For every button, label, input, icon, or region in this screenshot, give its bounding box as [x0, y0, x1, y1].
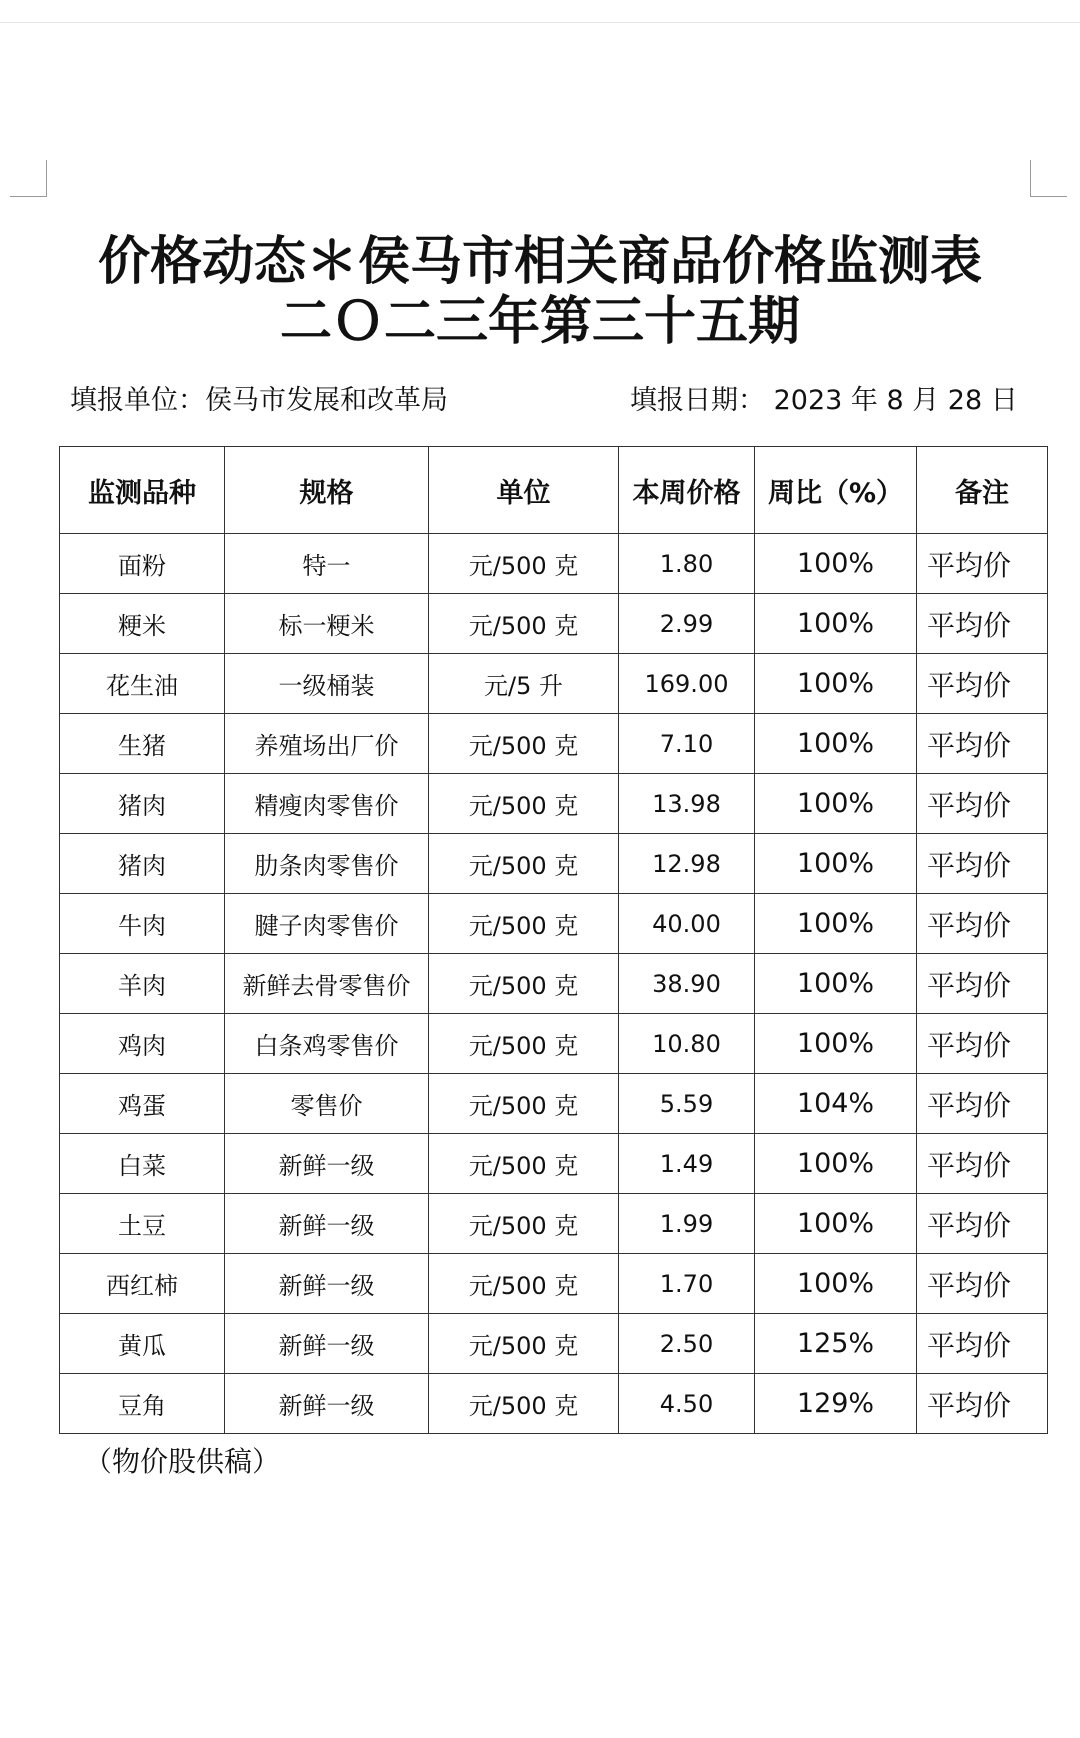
cell-spec: 零售价 [225, 1074, 429, 1134]
cell-price: 7.10 [619, 714, 755, 774]
cell-unit: 元/500 克 [429, 714, 619, 774]
table-row [60, 714, 1048, 774]
cell-remark: 平均价 [917, 894, 1048, 954]
cell-variety: 猪肉 [60, 834, 225, 894]
cell-price: 1.99 [619, 1194, 755, 1254]
cell-remark: 平均价 [917, 714, 1048, 774]
cell-spec: 腱子肉零售价 [225, 894, 429, 954]
cell-unit: 元/500 克 [429, 594, 619, 654]
cell-unit: 元/500 克 [429, 1194, 619, 1254]
page-top-rule [0, 22, 1080, 23]
cell-variety: 黄瓜 [60, 1314, 225, 1374]
cell-spec: 新鲜一级 [225, 1314, 429, 1374]
cell-weekly-change: 100% [755, 654, 917, 714]
table-row [60, 834, 1048, 894]
cell-variety: 羊肉 [60, 954, 225, 1014]
cell-weekly-change: 100% [755, 1134, 917, 1194]
cell-variety: 牛肉 [60, 894, 225, 954]
cell-price: 1.49 [619, 1134, 755, 1194]
table-row [60, 1254, 1048, 1314]
cell-weekly-change: 100% [755, 894, 917, 954]
cell-price: 1.70 [619, 1254, 755, 1314]
cell-price: 1.80 [619, 534, 755, 594]
cell-spec: 标一粳米 [225, 594, 429, 654]
cell-variety: 白菜 [60, 1134, 225, 1194]
cell-variety: 鸡肉 [60, 1014, 225, 1074]
cell-unit: 元/500 克 [429, 1314, 619, 1374]
cell-unit: 元/500 克 [429, 534, 619, 594]
cell-price: 38.90 [619, 954, 755, 1014]
cell-variety: 粳米 [60, 594, 225, 654]
cell-variety: 西红柿 [60, 1254, 225, 1314]
cell-remark: 平均价 [917, 534, 1048, 594]
table-row [60, 1074, 1048, 1134]
cell-unit: 元/5 升 [429, 654, 619, 714]
cell-weekly-change: 100% [755, 954, 917, 1014]
cell-unit: 元/500 克 [429, 834, 619, 894]
cell-remark: 平均价 [917, 594, 1048, 654]
cell-remark: 平均价 [917, 1254, 1048, 1314]
cell-price: 13.98 [619, 774, 755, 834]
header-spec: 规格 [225, 447, 429, 534]
price-monitoring-table [59, 446, 1048, 1434]
cell-unit: 元/500 克 [429, 1134, 619, 1194]
cell-unit: 元/500 克 [429, 1254, 619, 1314]
cell-spec: 新鲜去骨零售价 [225, 954, 429, 1014]
cell-price: 40.00 [619, 894, 755, 954]
table-row [60, 954, 1048, 1014]
cell-variety: 猪肉 [60, 774, 225, 834]
cell-variety: 鸡蛋 [60, 1074, 225, 1134]
cell-unit: 元/500 克 [429, 1014, 619, 1074]
cell-remark: 平均价 [917, 1374, 1048, 1434]
cell-spec: 养殖场出厂价 [225, 714, 429, 774]
crop-mark-top-left [10, 160, 47, 197]
issue-subtitle: 二Ｏ二三年第三十五期 [279, 292, 800, 352]
cell-remark: 平均价 [917, 1194, 1048, 1254]
cell-price: 12.98 [619, 834, 755, 894]
cell-remark: 平均价 [917, 1074, 1048, 1134]
header-unit: 单位 [429, 447, 619, 534]
table-row [60, 654, 1048, 714]
cell-variety: 豆角 [60, 1374, 225, 1434]
crop-mark-top-right [1030, 160, 1067, 197]
cell-remark: 平均价 [917, 1314, 1048, 1374]
cell-variety: 生猪 [60, 714, 225, 774]
cell-unit: 元/500 克 [429, 954, 619, 1014]
table-row [60, 1194, 1048, 1254]
reporting-unit: 填报单位：侯马市发展和改革局 [70, 385, 448, 416]
table-row [60, 534, 1048, 594]
cell-remark: 平均价 [917, 774, 1048, 834]
header-remark: 备注 [917, 447, 1048, 534]
cell-remark: 平均价 [917, 1134, 1048, 1194]
table-row [60, 774, 1048, 834]
cell-unit: 元/500 克 [429, 1074, 619, 1134]
cell-weekly-change: 100% [755, 774, 917, 834]
cell-variety: 面粉 [60, 534, 225, 594]
cell-price: 5.59 [619, 1074, 755, 1134]
cell-unit: 元/500 克 [429, 774, 619, 834]
cell-price: 4.50 [619, 1374, 755, 1434]
table-row [60, 1014, 1048, 1074]
cell-spec: 一级桶装 [225, 654, 429, 714]
cell-variety: 花生油 [60, 654, 225, 714]
cell-price: 2.50 [619, 1314, 755, 1374]
footer-note: （物价股供稿） [84, 1445, 281, 1478]
header-price: 本周价格 [619, 447, 755, 534]
cell-weekly-change: 100% [755, 1014, 917, 1074]
cell-spec: 新鲜一级 [225, 1194, 429, 1254]
reporting-date: 填报日期： 2023 年 8 月 28 日 [630, 385, 1018, 416]
cell-weekly-change: 125% [755, 1314, 917, 1374]
cell-price: 169.00 [619, 654, 755, 714]
header-variety: 监测品种 [60, 447, 225, 534]
table-body [60, 534, 1048, 1434]
cell-remark: 平均价 [917, 954, 1048, 1014]
cell-spec: 新鲜一级 [225, 1254, 429, 1314]
table-row [60, 1374, 1048, 1434]
table-row [60, 594, 1048, 654]
cell-price: 2.99 [619, 594, 755, 654]
cell-unit: 元/500 克 [429, 1374, 619, 1434]
cell-spec: 新鲜一级 [225, 1134, 429, 1194]
cell-remark: 平均价 [917, 834, 1048, 894]
cell-weekly-change: 100% [755, 534, 917, 594]
table-row [60, 1134, 1048, 1194]
header-weekly-change: 周比（%） [755, 447, 917, 534]
cell-price: 10.80 [619, 1014, 755, 1074]
cell-weekly-change: 100% [755, 1194, 917, 1254]
cell-weekly-change: 100% [755, 1254, 917, 1314]
cell-weekly-change: 100% [755, 594, 917, 654]
table-row [60, 894, 1048, 954]
cell-spec: 白条鸡零售价 [225, 1014, 429, 1074]
cell-weekly-change: 100% [755, 714, 917, 774]
table-row [60, 1314, 1048, 1374]
cell-unit: 元/500 克 [429, 894, 619, 954]
document-title: 价格动态＊侯马市相关商品价格监测表 [97, 232, 982, 292]
cell-spec: 特一 [225, 534, 429, 594]
cell-weekly-change: 100% [755, 834, 917, 894]
cell-spec: 肋条肉零售价 [225, 834, 429, 894]
table-header-row [60, 447, 1048, 534]
cell-variety: 土豆 [60, 1194, 225, 1254]
cell-remark: 平均价 [917, 1014, 1048, 1074]
cell-weekly-change: 129% [755, 1374, 917, 1434]
cell-spec: 新鲜一级 [225, 1374, 429, 1434]
cell-spec: 精瘦肉零售价 [225, 774, 429, 834]
cell-remark: 平均价 [917, 654, 1048, 714]
cell-weekly-change: 104% [755, 1074, 917, 1134]
